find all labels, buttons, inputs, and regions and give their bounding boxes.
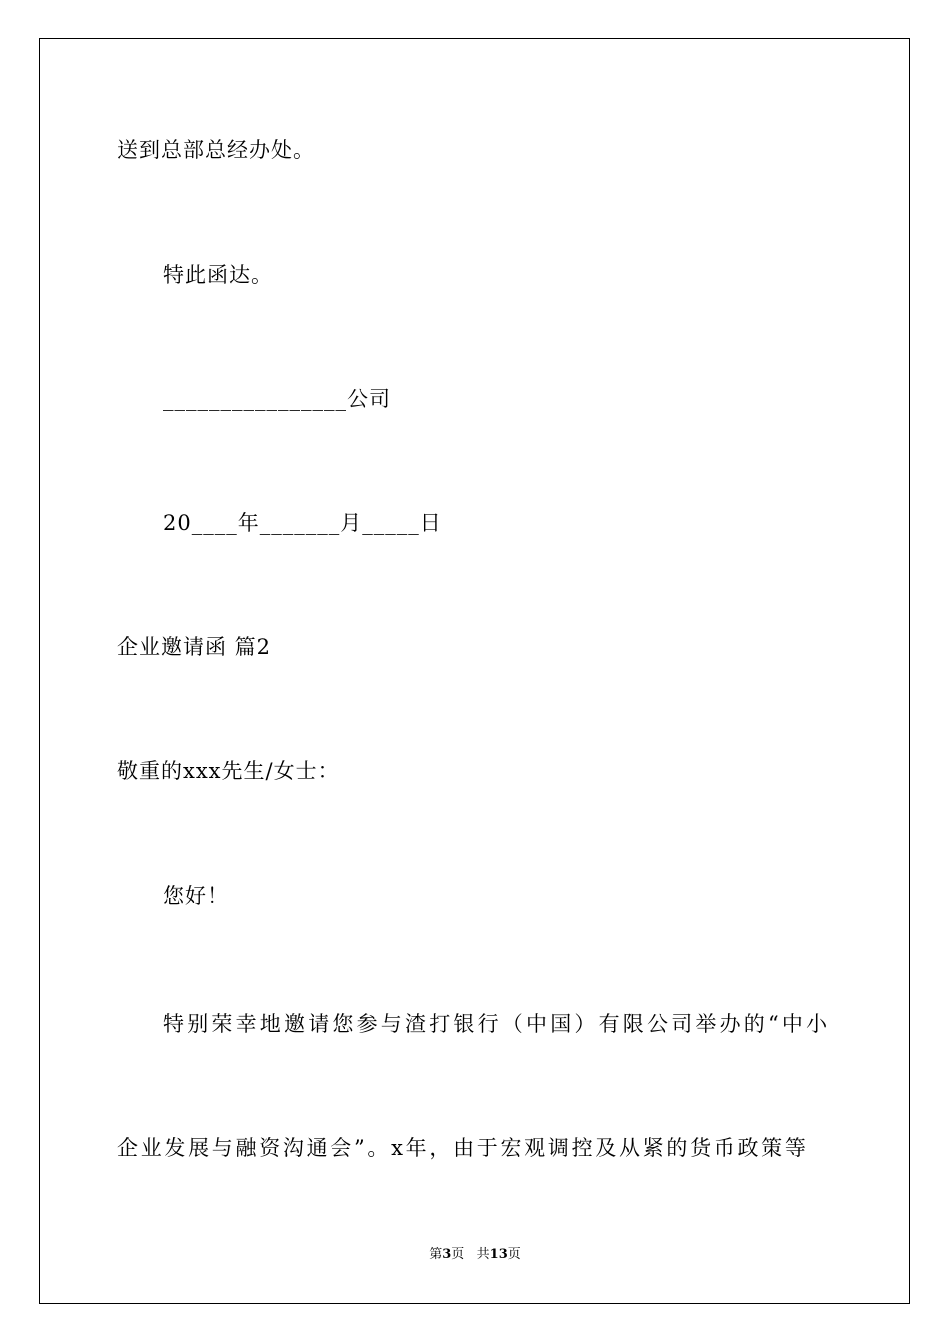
footer-page-current: 3 [442,1247,452,1262]
page-border [39,38,910,1304]
date-line: 20____年_______月_____日 [163,511,442,535]
section-heading: 企业邀请函 篇2 [117,635,272,659]
footer-page-mid: 页 共 [451,1247,490,1262]
body-text-line: 送到总部总经办处。 [117,138,315,162]
company-signature-line: ________________公司 [163,387,391,411]
footer-page-prefix: 第 [429,1247,443,1262]
salutation: 敬重的xxx先生/女士： [117,759,340,783]
body-text-line: 特此函达。 [163,263,273,287]
body-text-line: 特别荣幸地邀请您参与渣打银行（中国）有限公司举办的“中小 [163,1012,831,1036]
greeting: 您好！ [163,884,229,908]
page-footer [0,1247,950,1263]
footer-page-total: 13 [489,1247,508,1262]
body-text-line: 企业发展与融资沟通会”。x年，由于宏观调控及从紧的货币政策等 [117,1136,809,1160]
footer-page-suffix: 页 [507,1247,521,1262]
